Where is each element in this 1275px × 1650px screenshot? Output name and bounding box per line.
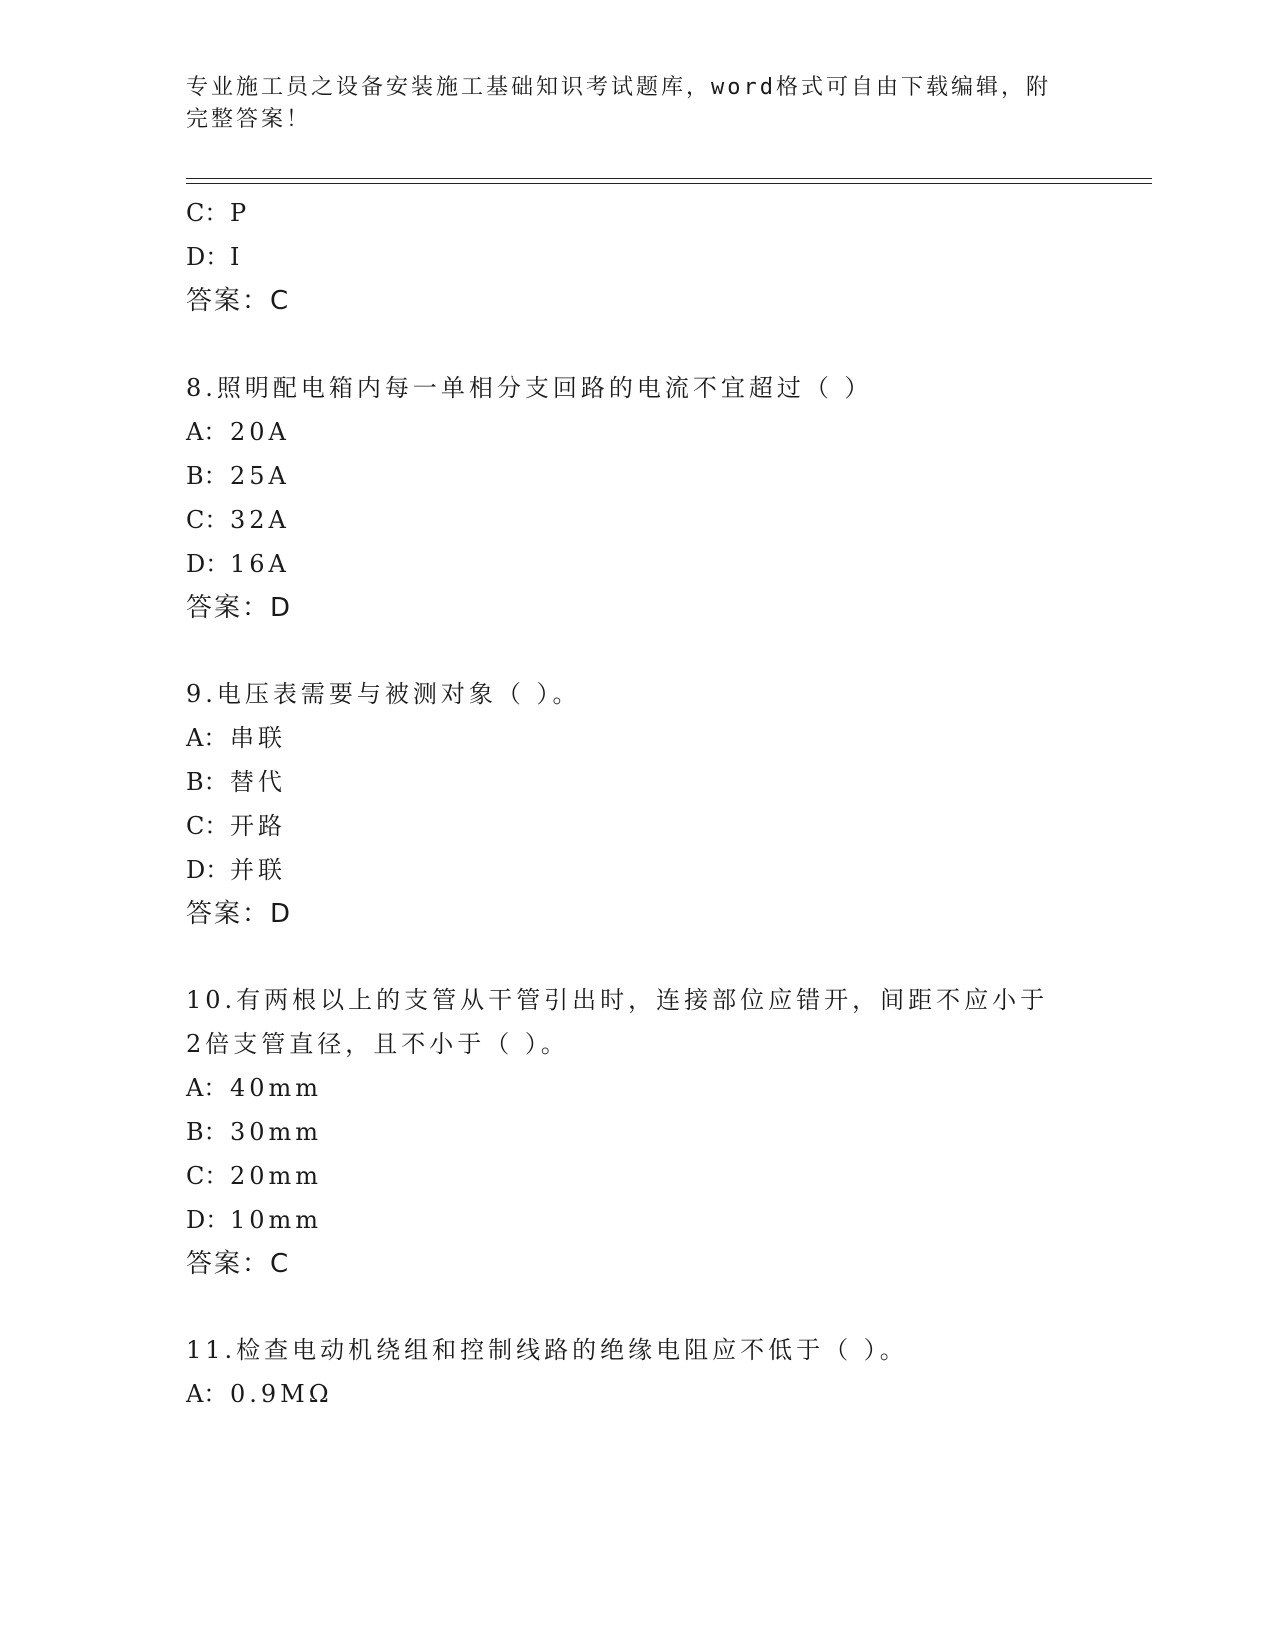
question-text: 8.照明配电箱内每一单相分支回路的电流不宜超过（ ） bbox=[186, 374, 873, 402]
option-line bbox=[186, 809, 286, 843]
option-text: 40mm bbox=[230, 1074, 323, 1102]
option-line bbox=[186, 1115, 322, 1149]
option-label: A： bbox=[186, 724, 228, 752]
header-rule-top bbox=[186, 178, 1152, 179]
option-line bbox=[186, 240, 243, 274]
option-line bbox=[186, 196, 250, 230]
option-text: 32A bbox=[230, 506, 290, 534]
option-line bbox=[186, 1203, 322, 1237]
question-text: 11.检查电动机绕组和控制线路的绝缘电阻应不低于（ ）。 bbox=[186, 1336, 908, 1364]
answer-line: 答案：C bbox=[186, 286, 291, 316]
option-line bbox=[186, 1377, 333, 1411]
option-text: 开路 bbox=[230, 812, 286, 840]
option-label: C： bbox=[186, 199, 229, 227]
option-label: D： bbox=[186, 1206, 230, 1234]
question-text: 2倍支管直径，且不小于（ ）。 bbox=[186, 1030, 569, 1058]
option-label: B： bbox=[186, 1118, 228, 1146]
option-text: I bbox=[230, 243, 244, 271]
option-text: 30mm bbox=[230, 1118, 323, 1146]
header-text: 专业施工员之设备安装施工基础知识考试题库，word格式可自由下载编辑，附完整答案！ bbox=[186, 75, 1051, 132]
option-line bbox=[186, 547, 290, 581]
option-label: D： bbox=[186, 856, 230, 884]
option-line bbox=[186, 1159, 322, 1193]
header-rule-bottom bbox=[186, 183, 1152, 184]
option-text: 20mm bbox=[230, 1162, 323, 1190]
option-label: C： bbox=[186, 1162, 229, 1190]
option-line bbox=[186, 415, 290, 449]
option-line bbox=[186, 459, 290, 493]
option-line bbox=[186, 503, 290, 537]
option-label: D： bbox=[186, 550, 230, 578]
option-text: 并联 bbox=[230, 856, 286, 884]
option-line bbox=[186, 1071, 322, 1105]
option-line bbox=[186, 853, 286, 887]
question-text: 9.电压表需要与被测对象（ ）。 bbox=[186, 680, 581, 708]
option-text: 串联 bbox=[230, 724, 286, 752]
option-label: D： bbox=[186, 243, 230, 271]
option-label: C： bbox=[186, 812, 229, 840]
document-header bbox=[186, 72, 1066, 136]
option-label: A： bbox=[186, 418, 228, 446]
option-text: 16A bbox=[230, 550, 290, 578]
option-text: 25A bbox=[230, 462, 290, 490]
option-line bbox=[186, 765, 286, 799]
option-text: 10mm bbox=[230, 1206, 323, 1234]
option-label: B： bbox=[186, 768, 228, 796]
option-label: C： bbox=[186, 506, 229, 534]
option-text: 20A bbox=[230, 418, 290, 446]
option-label: A： bbox=[186, 1380, 228, 1408]
option-line bbox=[186, 721, 286, 755]
answer-line: 答案：D bbox=[186, 899, 293, 929]
option-label: B： bbox=[186, 462, 228, 490]
question-text: 10.有两根以上的支管从干管引出时，连接部位应错开，间距不应小于 bbox=[186, 986, 1049, 1014]
answer-line: 答案：C bbox=[186, 1249, 291, 1279]
option-text: 替代 bbox=[230, 768, 286, 796]
option-text: 0.9MΩ bbox=[230, 1380, 333, 1408]
answer-line: 答案：D bbox=[186, 593, 293, 623]
option-label: A： bbox=[186, 1074, 228, 1102]
option-text: P bbox=[230, 199, 251, 227]
